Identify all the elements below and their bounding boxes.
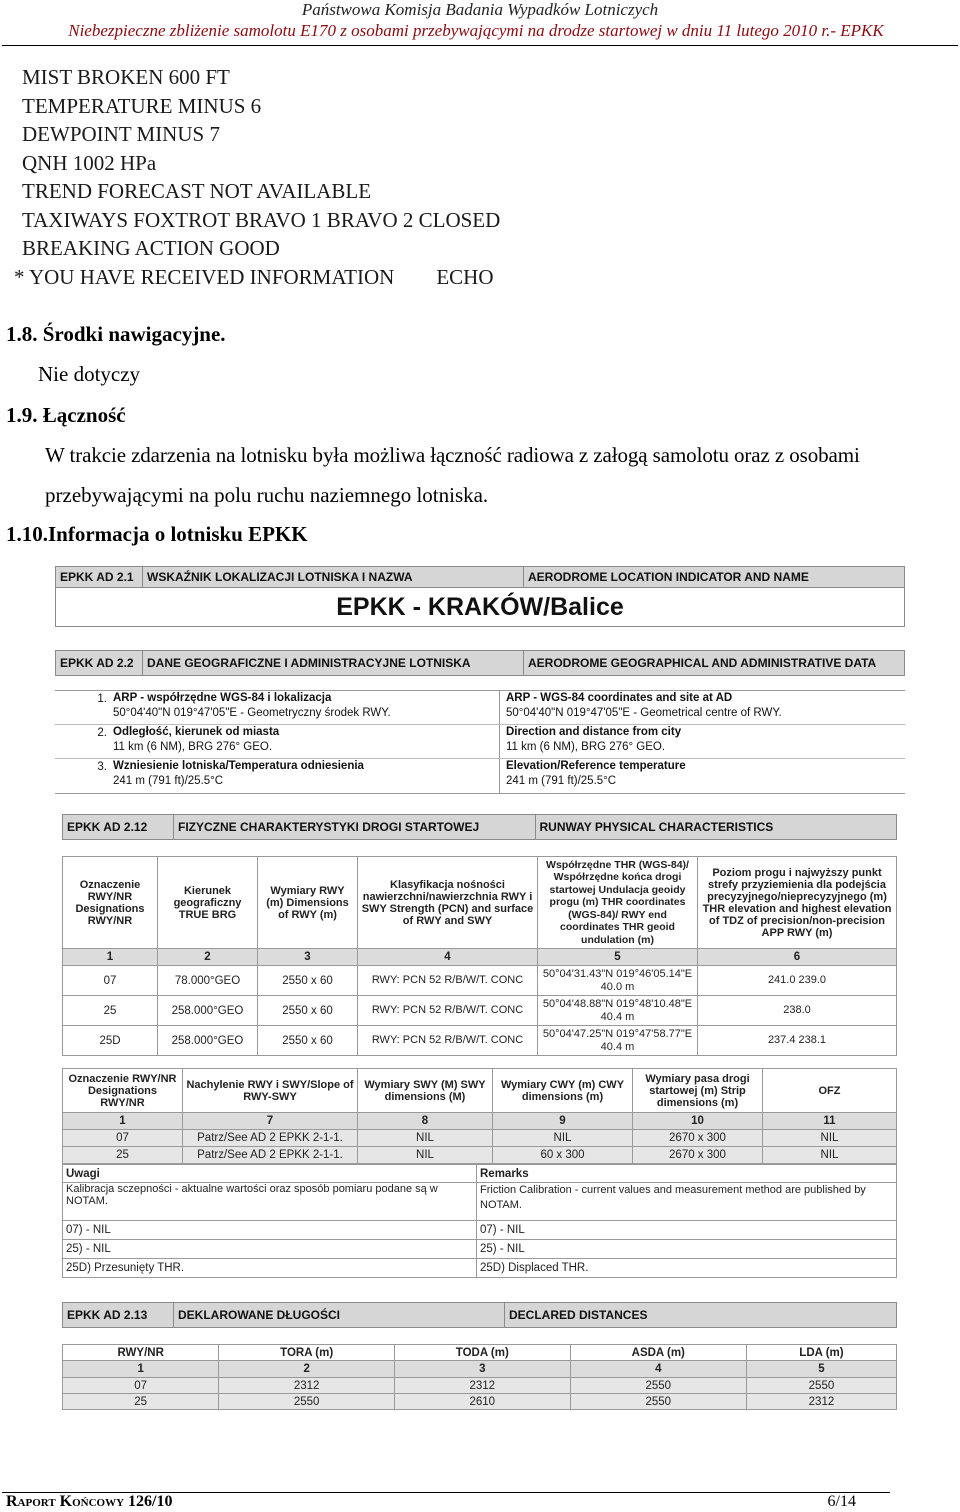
table-header-row bbox=[63, 1069, 897, 1113]
col-number: 1 bbox=[63, 949, 158, 966]
ad22-row-num: 2. bbox=[97, 727, 107, 739]
atis-line: TEMPERATURE MINUS 6 bbox=[22, 93, 262, 118]
aip-ad-2-12 bbox=[62, 814, 897, 1278]
cell: 50°04'31.43"N 019°46'05.14"E 40.0 m bbox=[538, 966, 698, 996]
remark-item-pl: 25) - NIL bbox=[63, 1240, 477, 1259]
table-row bbox=[63, 1259, 897, 1278]
cell: 2550 x 60 bbox=[258, 996, 358, 1026]
ad213-title-en: DECLARED DISTANCES bbox=[509, 1308, 648, 1322]
cell: 50°04'47.25"N 019°47'58.77"E 40.4 m bbox=[538, 1026, 698, 1056]
aip-ad-2-2 bbox=[55, 650, 905, 794]
ad22-row-pl-val: 11 km (6 NM), BRG 276° GEO. bbox=[113, 741, 273, 753]
runway-remarks-table bbox=[62, 1164, 897, 1278]
atis-line: QNH 1002 HPa bbox=[22, 150, 157, 175]
col-header: ASDA (m) bbox=[570, 1345, 746, 1361]
ad212-header-bar bbox=[62, 814, 897, 840]
col-header: Wymiary CWY (m) CWY dimensions (m) bbox=[493, 1069, 633, 1113]
table-row bbox=[63, 1130, 897, 1147]
col-number: 9 bbox=[493, 1113, 633, 1130]
footer-page-number: 6/14 bbox=[827, 1493, 856, 1510]
footer-report-number: Raport Końcowy 126/10 bbox=[6, 1493, 173, 1510]
col-number: 8 bbox=[358, 1113, 493, 1130]
runway-slope-strip-table bbox=[62, 1068, 897, 1164]
cell: 2550 bbox=[746, 1378, 896, 1394]
table-row bbox=[63, 1221, 897, 1240]
cell: 2670 x 300 bbox=[633, 1130, 763, 1147]
ad22-row-en-head: ARP - WGS-84 coordinates and site at AD bbox=[506, 692, 733, 704]
table-row bbox=[63, 1378, 897, 1394]
col-header: Wymiary SWY (M) SWY dimensions (M) bbox=[358, 1069, 493, 1113]
declared-distances-table bbox=[62, 1344, 897, 1410]
col-header: TODA (m) bbox=[394, 1345, 570, 1361]
section-1-9-body-line2: przebywającymi na polu ruchu naziemnego lotniska. bbox=[45, 483, 489, 507]
cell: 2550 bbox=[570, 1378, 746, 1394]
ad22-header-bar bbox=[55, 650, 905, 676]
remark-item-en: 25D) Displaced THR. bbox=[477, 1259, 897, 1278]
cell: 238.0 bbox=[698, 996, 897, 1026]
atis-line: DEWPOINT MINUS 7 bbox=[22, 122, 220, 146]
col-number: 10 bbox=[633, 1113, 763, 1130]
column-number-row bbox=[63, 949, 897, 966]
remark-item-pl: 07) - NIL bbox=[63, 1221, 477, 1240]
table-row bbox=[63, 1026, 897, 1056]
table-header-row bbox=[63, 857, 897, 949]
ad22-row-pl-val: 50°04'40"N 019°47'05"E - Geometryczny środek RWY. bbox=[113, 707, 391, 719]
ad22-row-en-head: Elevation/Reference temperature bbox=[506, 760, 686, 772]
col-header: Współrzędne THR (WGS-84)/ Współrzędne końca drogi startowej Undulacja geoidy progu (m) THR coordinates (WGS-84)/ RWY end coordinates THR geoid undulation (m) bbox=[538, 857, 698, 949]
cell: 2610 bbox=[394, 1394, 570, 1410]
ad22-title-pl: DANE GEOGRAFICZNE I ADMINISTRACYJNE LOTNISKA bbox=[147, 656, 471, 670]
cell: 2670 x 300 bbox=[633, 1147, 763, 1164]
atis-line: TAXIWAYS FOXTROT BRAVO 1 BRAVO 2 CLOSED bbox=[22, 207, 501, 232]
table-row bbox=[63, 1240, 897, 1259]
ad22-row-pl-val: 241 m (791 ft)/25.5°C bbox=[113, 775, 224, 787]
cell: Patrz/See AD 2 EPKK 2-1-1. bbox=[183, 1147, 358, 1164]
cell: Patrz/See AD 2 EPKK 2-1-1. bbox=[183, 1130, 358, 1147]
table-row bbox=[63, 1147, 897, 1164]
col-number: 1 bbox=[63, 1113, 183, 1130]
ad22-row bbox=[55, 691, 905, 725]
ad22-row-pl-head: ARP - współrzędne WGS-84 i lokalizacja bbox=[113, 692, 332, 704]
ad22-title-en: AERODROME GEOGRAPHICAL AND ADMINISTRATIVE DATA bbox=[528, 656, 877, 670]
cell: 2312 bbox=[394, 1378, 570, 1394]
col-header: TORA (m) bbox=[219, 1345, 395, 1361]
col-number: 5 bbox=[746, 1361, 896, 1378]
cell: RWY: PCN 52 R/B/W/T. CONC bbox=[358, 996, 538, 1026]
ad22-row bbox=[55, 759, 905, 793]
cell: 258.000°GEO bbox=[158, 996, 258, 1026]
ad22-row-en-val: 11 km (6 NM), BRG 276° GEO. bbox=[506, 741, 666, 753]
remark-item-en: 25) - NIL bbox=[477, 1240, 897, 1259]
ad213-header-bar bbox=[62, 1302, 897, 1328]
col-number: 1 bbox=[63, 1361, 219, 1378]
ad22-row-en-val: 50°04'40"N 019°47'05"E - Geometrical centre of RWY. bbox=[506, 707, 782, 719]
ad22-table bbox=[55, 690, 905, 794]
ad22-row-num: 1. bbox=[97, 693, 107, 705]
cell: 2550 x 60 bbox=[258, 1026, 358, 1056]
ad22-row-en-head: Direction and distance from city bbox=[506, 726, 682, 738]
col-header: Klasyfikacja nośności nawierzchni/nawierzchnia RWY i SWY Strength (PCN) and surface of RWY and SWY bbox=[358, 857, 538, 949]
atis-line: * YOU HAVE RECEIVED INFORMATION ECHO bbox=[14, 264, 494, 289]
cell: NIL bbox=[358, 1130, 493, 1147]
remark-item-pl: 25D) Przesunięty THR. bbox=[63, 1259, 477, 1278]
cell: 241.0 239.0 bbox=[698, 966, 897, 996]
cell: 07 bbox=[63, 1130, 183, 1147]
cell: 25 bbox=[63, 1394, 219, 1410]
remarks-text-pl: Kalibracja sczepności - aktualne wartości oraz sposób pomiaru podane są w NOTAM. bbox=[63, 1183, 477, 1221]
cell: 25 bbox=[63, 996, 158, 1026]
section-1-8-body: Nie dotyczy bbox=[38, 362, 141, 386]
section-1-10-heading: 1.10.Informacja o lotnisku EPKK bbox=[6, 522, 308, 546]
aip-ad-2-13 bbox=[62, 1302, 897, 1410]
cell: 07 bbox=[63, 1378, 219, 1394]
col-header: Wymiary RWY (m) Dimensions of RWY (m) bbox=[258, 857, 358, 949]
col-number: 4 bbox=[358, 949, 538, 966]
header-rule bbox=[2, 45, 958, 46]
remark-item-en: 07) - NIL bbox=[477, 1221, 897, 1240]
col-header: Oznaczenie RWY/NR Designations RWY/NR bbox=[63, 857, 158, 949]
col-header: Wymiary pasa drogi startowej (m) Strip dimensions (m) bbox=[633, 1069, 763, 1113]
col-header: LDA (m) bbox=[746, 1345, 896, 1361]
cell: 2550 x 60 bbox=[258, 966, 358, 996]
cell: NIL bbox=[493, 1130, 633, 1147]
aerodrome-name: EPKK - KRAKÓW/Balice bbox=[55, 588, 905, 627]
remarks-header-pl: Uwagi bbox=[63, 1165, 477, 1183]
table-row bbox=[63, 966, 897, 996]
col-number: 5 bbox=[538, 949, 698, 966]
ad22-row-pl-head: Wzniesienie lotniska/Temperatura odniesienia bbox=[113, 760, 364, 772]
col-number: 3 bbox=[258, 949, 358, 966]
aip-ad-2-1 bbox=[55, 566, 905, 627]
cell: 237.4 238.1 bbox=[698, 1026, 897, 1056]
cell: 258.000°GEO bbox=[158, 1026, 258, 1056]
ad21-code: EPKK AD 2.1 bbox=[60, 570, 134, 584]
col-number: 3 bbox=[394, 1361, 570, 1378]
column-number-row bbox=[63, 1361, 897, 1378]
atis-line: MIST BROKEN 600 FT bbox=[22, 65, 230, 89]
ad213-title-pl: DEKLAROWANE DŁUGOŚCI bbox=[178, 1308, 340, 1322]
cell: NIL bbox=[763, 1130, 897, 1147]
cell: RWY: PCN 52 R/B/W/T. CONC bbox=[358, 966, 538, 996]
col-number: 7 bbox=[183, 1113, 358, 1130]
table-row bbox=[63, 1394, 897, 1410]
ad22-code: EPKK AD 2.2 bbox=[60, 656, 134, 670]
cell: NIL bbox=[358, 1147, 493, 1164]
col-header: Kierunek geograficzny TRUE BRG bbox=[158, 857, 258, 949]
runway-characteristics-table bbox=[62, 856, 897, 1056]
ad21-header-bar bbox=[55, 566, 905, 588]
col-number: 4 bbox=[570, 1361, 746, 1378]
header-report-title: Niebezpieczne zbliżenie samolotu E170 z osobami przebywającymi na drodze startowej w dniu 11 lutego 2010 r.- EPKK bbox=[68, 21, 884, 40]
table-row bbox=[63, 1183, 897, 1221]
remarks-text-en: Friction Calibration - current values and measurement method are published by NOTAM. bbox=[477, 1183, 897, 1221]
cell: 78.000°GEO bbox=[158, 966, 258, 996]
column-number-row bbox=[63, 1113, 897, 1130]
ad22-row bbox=[55, 725, 905, 759]
cell: 25D bbox=[63, 1026, 158, 1056]
col-header: RWY/NR bbox=[63, 1345, 219, 1361]
ad22-row-num: 3. bbox=[97, 761, 107, 773]
section-1-9-body-line1: W trakcie zdarzenia na lotnisku była możliwa łączność radiowa z załogą samolotu oraz z osobami bbox=[45, 443, 860, 467]
col-header: OFZ bbox=[763, 1069, 897, 1113]
col-number: 6 bbox=[698, 949, 897, 966]
cell: 50°04'48.88"N 019°48'10.48"E 40.4 m bbox=[538, 996, 698, 1026]
cell: 2550 bbox=[570, 1394, 746, 1410]
ad212-code: EPKK AD 2.12 bbox=[67, 820, 148, 834]
cell: RWY: PCN 52 R/B/W/T. CONC bbox=[358, 1026, 538, 1056]
atis-line: BREAKING ACTION GOOD bbox=[22, 236, 280, 260]
cell: 2312 bbox=[219, 1378, 395, 1394]
ad22-row-en-val: 241 m (791 ft)/25.5°C bbox=[506, 775, 617, 787]
ad22-row-pl-head: Odległość, kierunek od miasta bbox=[113, 726, 280, 738]
section-1-8-heading: 1.8. Środki nawigacyjne. bbox=[6, 322, 226, 346]
remarks-header-en: Remarks bbox=[477, 1165, 897, 1183]
atis-line: TREND FORECAST NOT AVAILABLE bbox=[22, 179, 372, 203]
col-header: Poziom progu i najwyższy punkt strefy przyziemienia dla podejścia precyzyjnego/nieprecyzyjnego (m) THR elevation and highest elevation of TDZ of precision/non-precision APP RWY (m) bbox=[698, 857, 897, 949]
ad21-title-pl: WSKAŹNIK LOKALIZACJI LOTNISKA I NAZWA bbox=[147, 570, 413, 584]
ad212-title-en: RUNWAY PHYSICAL CHARACTERISTICS bbox=[539, 820, 774, 834]
table-header-row bbox=[63, 1165, 897, 1183]
col-header: Nachylenie RWY i SWY/Slope of RWY-SWY bbox=[183, 1069, 358, 1113]
ad212-title-pl: FIZYCZNE CHARAKTERYSTYKI DROGI STARTOWEJ bbox=[178, 820, 480, 834]
cell: 60 x 300 bbox=[493, 1147, 633, 1164]
cell: 2550 bbox=[219, 1394, 395, 1410]
cell: 07 bbox=[63, 966, 158, 996]
col-number: 11 bbox=[763, 1113, 897, 1130]
cell: 25 bbox=[63, 1147, 183, 1164]
table-header-row bbox=[63, 1345, 897, 1361]
ad213-code: EPKK AD 2.13 bbox=[67, 1308, 148, 1322]
atis-block bbox=[14, 63, 501, 291]
cell: 2312 bbox=[746, 1394, 896, 1410]
col-number: 2 bbox=[158, 949, 258, 966]
col-header: Oznaczenie RWY/NR Designations RWY/NR bbox=[63, 1069, 183, 1113]
header-commission: Państwowa Komisja Badania Wypadków Lotniczych bbox=[301, 0, 659, 19]
section-1-9-heading: 1.9. Łączność bbox=[6, 403, 126, 427]
cell: NIL bbox=[763, 1147, 897, 1164]
ad21-title-en: AERODROME LOCATION INDICATOR AND NAME bbox=[528, 570, 809, 584]
col-number: 2 bbox=[219, 1361, 395, 1378]
table-row bbox=[63, 996, 897, 1026]
